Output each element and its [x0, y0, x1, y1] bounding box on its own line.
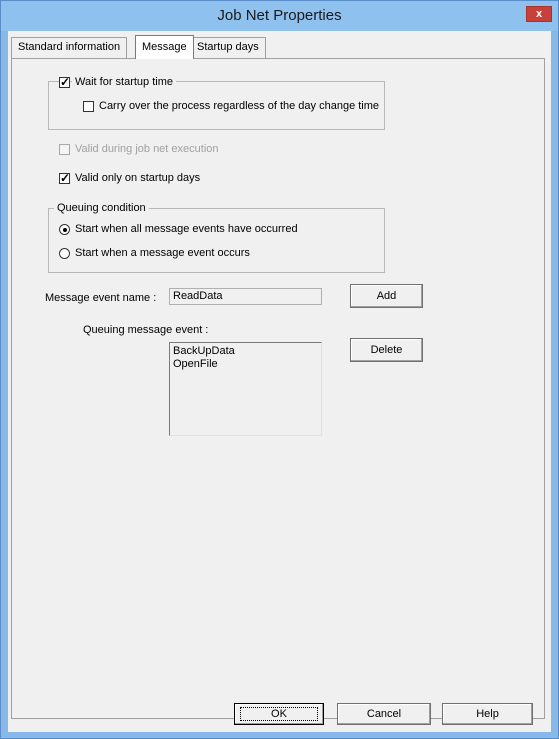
valid-during-execution-label: Valid during job net execution	[75, 143, 219, 155]
carry-over-label[interactable]: Carry over the process regardless of the day change time	[99, 100, 380, 112]
ok-button-label: OK	[240, 707, 318, 721]
ok-button[interactable]	[234, 703, 324, 725]
cancel-button[interactable]: Cancel	[337, 703, 431, 725]
wait-for-startup-time-label[interactable]: Wait for startup time	[72, 76, 176, 88]
help-button[interactable]: Help	[442, 703, 533, 725]
tab-message[interactable]: Message	[135, 35, 194, 59]
queuing-condition-legend: Queuing condition	[54, 202, 149, 214]
message-event-name-input[interactable]: ReadData	[169, 288, 322, 305]
list-item[interactable]: OpenFile	[173, 358, 218, 370]
tab-startup-days[interactable]: Startup days	[190, 37, 266, 58]
title-bar[interactable]	[1, 1, 558, 31]
radio-any-event[interactable]	[59, 248, 70, 259]
delete-button[interactable]: Delete	[350, 338, 423, 362]
queuing-condition-group	[48, 208, 385, 273]
close-button[interactable]	[526, 6, 552, 22]
wait-for-startup-time-checkbox[interactable]	[59, 77, 70, 88]
radio-any-event-label[interactable]: Start when a message event occurs	[75, 247, 250, 259]
message-event-name-label: Message event name :	[45, 292, 157, 304]
close-icon: x	[535, 8, 543, 20]
radio-all-events[interactable]	[59, 224, 70, 235]
valid-only-startup-days-label[interactable]: Valid only on startup days	[75, 172, 201, 184]
dialog-client	[8, 31, 551, 732]
list-item[interactable]: BackUpData	[173, 345, 235, 357]
valid-during-execution-checkbox[interactable]	[59, 144, 70, 155]
queuing-message-event-label: Queuing message event :	[83, 324, 209, 336]
queuing-message-event-list[interactable]	[169, 342, 322, 436]
add-button[interactable]: Add	[350, 284, 423, 308]
carry-over-checkbox[interactable]	[83, 101, 94, 112]
valid-only-startup-days-checkbox[interactable]	[59, 173, 70, 184]
radio-all-events-label[interactable]: Start when all message events have occurred	[75, 223, 298, 235]
tab-standard-information[interactable]: Standard information	[11, 37, 127, 58]
window-title: Job Net Properties	[217, 7, 342, 24]
